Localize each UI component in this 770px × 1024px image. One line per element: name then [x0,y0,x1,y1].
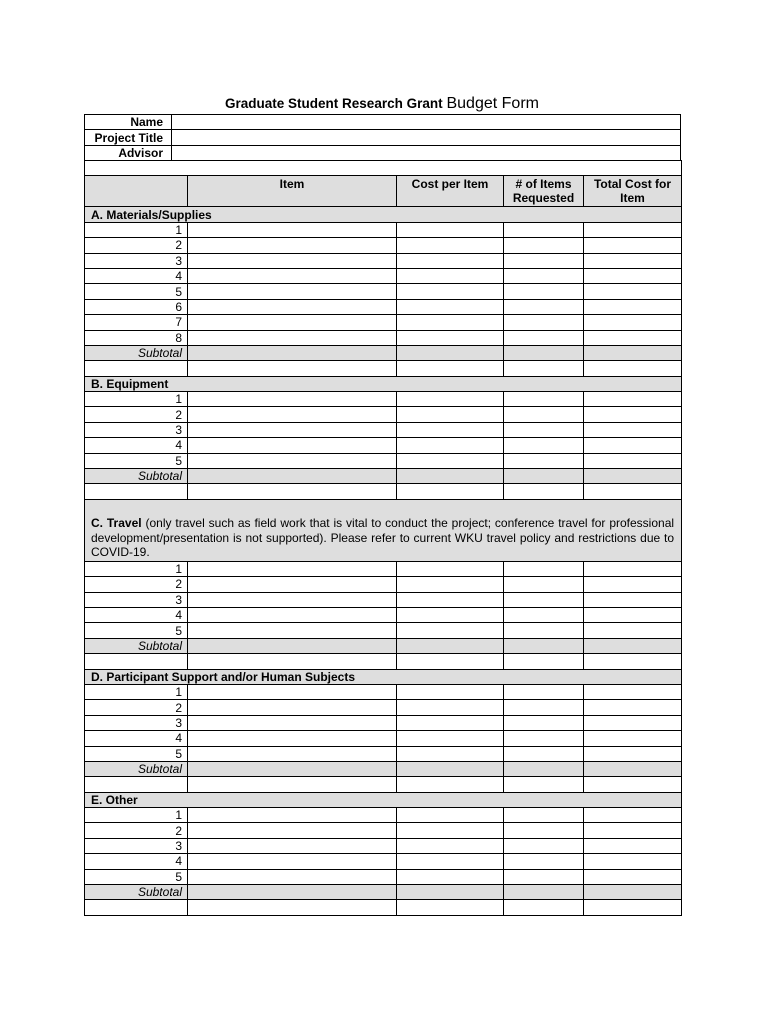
items-requested-cell[interactable] [504,623,584,638]
cost-per-item-cell[interactable] [397,407,504,422]
cost-per-item-cell[interactable] [397,561,504,576]
total-cost-cell[interactable] [584,577,682,592]
table-row [85,392,682,407]
name-field[interactable] [172,115,681,130]
cost-per-item-cell[interactable] [397,299,504,314]
header-item: Item [188,176,397,207]
applicant-info-table [84,114,681,161]
total-cost-cell[interactable] [584,684,682,699]
table-row [85,623,682,638]
table-row [85,684,682,699]
item-cell[interactable] [188,823,397,838]
items-requested-cell[interactable] [504,253,584,268]
items-requested-cell[interactable] [504,592,584,607]
total-cost-cell[interactable] [584,869,682,884]
table-row [85,284,682,299]
table-row [85,838,682,853]
items-requested-cell[interactable] [504,607,584,622]
item-cell[interactable] [188,222,397,237]
row-number: 3 [85,253,188,268]
total-cost-cell[interactable] [584,746,682,761]
cost-per-item-cell[interactable] [397,700,504,715]
form-title-regular: Budget Form [446,95,539,112]
items-requested-cell[interactable] [504,869,584,884]
row-number: 4 [85,854,188,869]
items-requested-cell[interactable] [504,854,584,869]
items-requested-cell[interactable] [504,823,584,838]
total-cost-cell[interactable] [584,222,682,237]
item-cell[interactable] [188,253,397,268]
subtotal-label: Subtotal [85,638,188,653]
blank-row [85,484,682,499]
row-number: 4 [85,268,188,283]
total-cost-cell[interactable] [584,299,682,314]
subtotal-count-cell[interactable] [504,469,584,484]
items-requested-cell[interactable] [504,453,584,468]
blank-cell [397,777,504,792]
subtotal-label: Subtotal [85,885,188,900]
row-number: 5 [85,746,188,761]
row-number: 4 [85,438,188,453]
total-cost-cell[interactable] [584,284,682,299]
table-row [85,315,682,330]
subtotal-label: Subtotal [85,469,188,484]
blank-cell [188,361,397,376]
row-number: 3 [85,715,188,730]
item-cell[interactable] [188,715,397,730]
cost-per-item-cell[interactable] [397,684,504,699]
subtotal-count-cell[interactable] [504,761,584,776]
items-requested-cell[interactable] [504,838,584,853]
item-cell[interactable] [188,731,397,746]
section-header-a [85,207,682,222]
row-number: 7 [85,315,188,330]
subtotal-row [85,885,682,900]
blank-cell [188,777,397,792]
row-number: 5 [85,869,188,884]
blank-cell [188,484,397,499]
advisor-label: Advisor [85,145,172,160]
project-title-row [85,130,681,145]
table-row [85,438,682,453]
row-number: 2 [85,407,188,422]
name-label: Name [85,115,172,130]
item-cell[interactable] [188,746,397,761]
blank-row [85,654,682,669]
subtotal-count-cell[interactable] [504,638,584,653]
total-cost-cell[interactable] [584,700,682,715]
item-cell[interactable] [188,838,397,853]
cost-per-item-cell[interactable] [397,315,504,330]
cost-per-item-cell[interactable] [397,238,504,253]
cost-per-item-cell[interactable] [397,438,504,453]
items-requested-cell[interactable] [504,577,584,592]
subtotal-item-cell[interactable] [188,638,397,653]
item-cell[interactable] [188,238,397,253]
items-requested-cell[interactable] [504,299,584,314]
total-cost-cell[interactable] [584,407,682,422]
cost-per-item-cell[interactable] [397,854,504,869]
item-cell[interactable] [188,808,397,823]
row-number: 6 [85,299,188,314]
row-number: 2 [85,238,188,253]
total-cost-cell[interactable] [584,453,682,468]
subtotal-cost-cell[interactable] [397,345,504,360]
item-cell[interactable] [188,607,397,622]
table-row [85,700,682,715]
table-row [85,330,682,345]
cost-per-item-cell[interactable] [397,746,504,761]
items-requested-cell[interactable] [504,422,584,437]
items-requested-cell[interactable] [504,284,584,299]
item-cell[interactable] [188,299,397,314]
table-row [85,407,682,422]
blank-cell [504,654,584,669]
form-title [84,95,680,113]
item-cell[interactable] [188,407,397,422]
item-cell[interactable] [188,577,397,592]
total-cost-cell[interactable] [584,253,682,268]
total-cost-cell[interactable] [584,715,682,730]
cost-per-item-cell[interactable] [397,869,504,884]
items-requested-cell[interactable] [504,715,584,730]
item-cell[interactable] [188,684,397,699]
item-cell[interactable] [188,268,397,283]
blank-cell [584,361,682,376]
blank-cell [504,361,584,376]
total-cost-cell[interactable] [584,592,682,607]
total-cost-cell[interactable] [584,330,682,345]
cost-per-item-cell[interactable] [397,330,504,345]
subtotal-cost-cell[interactable] [397,469,504,484]
subtotal-label: Subtotal [85,761,188,776]
budget-table [84,160,682,916]
total-cost-cell[interactable] [584,854,682,869]
item-cell[interactable] [188,392,397,407]
subtotal-row [85,469,682,484]
cost-per-item-cell[interactable] [397,823,504,838]
total-cost-cell[interactable] [584,392,682,407]
row-number: 3 [85,838,188,853]
item-cell[interactable] [188,592,397,607]
row-number: 1 [85,684,188,699]
spacer-row [85,161,682,176]
cost-per-item-cell[interactable] [397,268,504,283]
cost-per-item-cell[interactable] [397,715,504,730]
project-title-label: Project Title [85,130,172,145]
blank-cell [504,484,584,499]
row-number: 2 [85,577,188,592]
subtotal-count-cell[interactable] [504,885,584,900]
cost-per-item-cell[interactable] [397,808,504,823]
item-cell[interactable] [188,453,397,468]
row-number: 8 [85,330,188,345]
row-number: 4 [85,607,188,622]
row-number: 3 [85,592,188,607]
section-header-c [85,499,682,561]
cost-per-item-cell[interactable] [397,253,504,268]
items-requested-cell[interactable] [504,731,584,746]
total-cost-cell[interactable] [584,438,682,453]
item-cell[interactable] [188,422,397,437]
items-requested-cell[interactable] [504,222,584,237]
table-row [85,731,682,746]
subtotal-cost-cell[interactable] [397,638,504,653]
table-row [85,808,682,823]
table-row [85,715,682,730]
total-cost-cell[interactable] [584,268,682,283]
section-title: A. Materials/Supplies [85,207,682,222]
blank-row [85,777,682,792]
table-row [85,253,682,268]
blank-cell [85,900,188,915]
header-total-cost: Total Cost for Item [584,176,682,207]
row-number: 3 [85,422,188,437]
blank-cell [504,777,584,792]
table-row [85,268,682,283]
blank-cell [397,484,504,499]
blank-cell [85,484,188,499]
column-header-row [85,176,682,207]
table-row [85,577,682,592]
spacer-cell [85,161,682,176]
row-number: 1 [85,808,188,823]
total-cost-cell[interactable] [584,808,682,823]
table-row [85,453,682,468]
row-number: 4 [85,731,188,746]
cost-per-item-cell[interactable] [397,607,504,622]
table-row [85,607,682,622]
section-title: D. Participant Support and/or Human Subjects [85,669,682,684]
subtotal-cost-cell[interactable] [397,761,504,776]
subtotal-row [85,345,682,360]
item-cell[interactable] [188,869,397,884]
row-number: 2 [85,823,188,838]
header-cost-per-item: Cost per Item [397,176,504,207]
row-number: 5 [85,453,188,468]
table-row [85,823,682,838]
cost-per-item-cell[interactable] [397,392,504,407]
blank-cell [85,777,188,792]
row-number: 1 [85,222,188,237]
item-cell[interactable] [188,623,397,638]
items-requested-cell[interactable] [504,392,584,407]
table-row [85,561,682,576]
table-row [85,746,682,761]
total-cost-cell[interactable] [584,623,682,638]
blank-row [85,900,682,915]
subtotal-label: Subtotal [85,345,188,360]
blank-cell [584,654,682,669]
subtotal-row [85,761,682,776]
subtotal-item-cell[interactable] [188,345,397,360]
project-title-field[interactable] [172,130,681,145]
items-requested-cell[interactable] [504,808,584,823]
form-title-bold: Graduate Student Research Grant [225,96,443,111]
section-title: C. Travel [91,516,142,531]
table-row [85,422,682,437]
section-title-note: (only travel such as field work that is vital to conduct the project; conference travel for professional development/presentation is not supported). Please refer to current WKU travel policy and restrictions due to COVID-19. [91,516,675,560]
section-title-cell [85,499,682,561]
cost-per-item-cell[interactable] [397,453,504,468]
subtotal-count-cell[interactable] [504,345,584,360]
total-cost-cell[interactable] [584,422,682,437]
advisor-field[interactable] [172,145,681,160]
blank-cell [504,900,584,915]
blank-cell [397,361,504,376]
items-requested-cell[interactable] [504,315,584,330]
item-cell[interactable] [188,284,397,299]
blank-cell [85,654,188,669]
row-number: 1 [85,392,188,407]
cost-per-item-cell[interactable] [397,592,504,607]
subtotal-item-cell[interactable] [188,469,397,484]
blank-cell [188,654,397,669]
budget-table-body [85,161,682,916]
item-cell[interactable] [188,438,397,453]
item-cell[interactable] [188,330,397,345]
blank-cell [397,654,504,669]
cost-per-item-cell[interactable] [397,422,504,437]
section-title: B. Equipment [85,376,682,391]
blank-cell [397,900,504,915]
subtotal-total-cell[interactable] [584,638,682,653]
subtotal-item-cell[interactable] [188,885,397,900]
items-requested-cell[interactable] [504,746,584,761]
section-header-e [85,792,682,807]
subtotal-cost-cell[interactable] [397,885,504,900]
name-row [85,115,681,130]
items-requested-cell[interactable] [504,330,584,345]
table-row [85,222,682,237]
items-requested-cell[interactable] [504,438,584,453]
section-header-d [85,669,682,684]
subtotal-row [85,638,682,653]
subtotal-item-cell[interactable] [188,761,397,776]
section-title: E. Other [85,792,682,807]
cost-per-item-cell[interactable] [397,577,504,592]
cost-per-item-cell[interactable] [397,222,504,237]
total-cost-cell[interactable] [584,838,682,853]
header-items-requested: # of Items Requested [504,176,584,207]
subtotal-total-cell[interactable] [584,761,682,776]
items-requested-cell[interactable] [504,268,584,283]
blank-cell [584,484,682,499]
item-cell[interactable] [188,854,397,869]
row-number: 1 [85,561,188,576]
blank-cell [188,900,397,915]
items-requested-cell[interactable] [504,700,584,715]
items-requested-cell[interactable] [504,407,584,422]
row-number: 2 [85,700,188,715]
subtotal-total-cell[interactable] [584,345,682,360]
row-number: 5 [85,284,188,299]
blank-row [85,361,682,376]
total-cost-cell[interactable] [584,238,682,253]
total-cost-cell[interactable] [584,561,682,576]
table-row [85,592,682,607]
table-row [85,854,682,869]
subtotal-total-cell[interactable] [584,885,682,900]
cost-per-item-cell[interactable] [397,838,504,853]
cost-per-item-cell[interactable] [397,731,504,746]
row-number: 5 [85,623,188,638]
item-cell[interactable] [188,561,397,576]
item-cell[interactable] [188,315,397,330]
items-requested-cell[interactable] [504,238,584,253]
advisor-row [85,145,681,160]
table-row [85,238,682,253]
blank-cell [584,777,682,792]
total-cost-cell[interactable] [584,607,682,622]
blank-cell [584,900,682,915]
total-cost-cell[interactable] [584,315,682,330]
total-cost-cell[interactable] [584,731,682,746]
item-cell[interactable] [188,700,397,715]
cost-per-item-cell[interactable] [397,284,504,299]
cost-per-item-cell[interactable] [397,623,504,638]
header-blank-cell [85,176,188,207]
section-header-b [85,376,682,391]
items-requested-cell[interactable] [504,684,584,699]
total-cost-cell[interactable] [584,823,682,838]
items-requested-cell[interactable] [504,561,584,576]
subtotal-total-cell[interactable] [584,469,682,484]
blank-cell [85,361,188,376]
table-row [85,869,682,884]
table-row [85,299,682,314]
